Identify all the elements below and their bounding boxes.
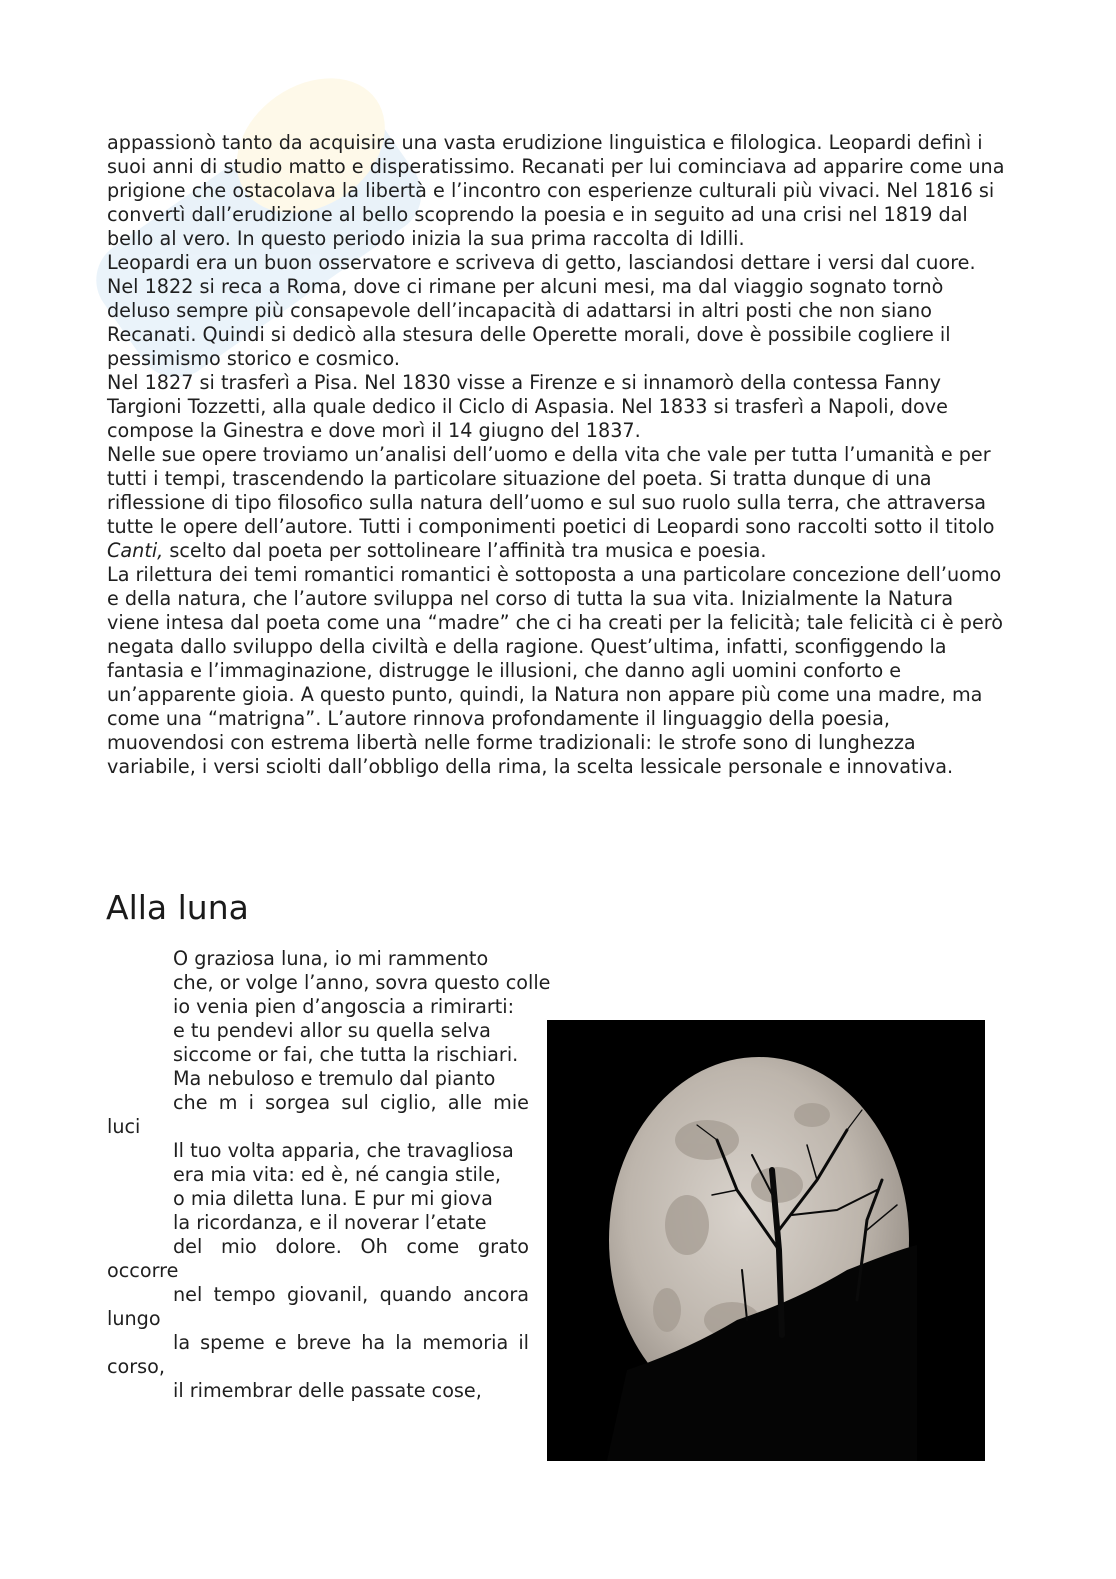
paragraph: Leopardi era un buon osservatore e scriveva di getto, lasciandosi dettare i versi dal cuore. <box>107 251 976 274</box>
poem-line: la speme e breve ha la memoria il corso, <box>107 1331 529 1378</box>
canti-title: Canti, <box>107 539 164 562</box>
poem-line: il rimembrar delle passate cose, <box>173 1379 482 1402</box>
poem-line: O graziosa luna, io mi rammento <box>173 947 489 970</box>
poem-line: siccome or fai, che tutta la rischiari. <box>173 1043 519 1066</box>
poem-line: era mia vita: ed è, né cangia stile, <box>173 1163 502 1186</box>
paragraph-opere: Nelle sue opere troviamo un’analisi dell’uomo e della vita che vale per tutta l’umanità e per tutti i tempi, trascendendo la particolare situazione del poeta. Si tratta dunque di una riflessione di tipo filosofico sulla natura dell’uomo e sul suo ruolo sulla terra, che attraversa tutte le opere dell’autore. Tutti i componimenti poetici di Leopardi sono raccolti sotto il titolo Canti, scelto dal poeta per sottolineare l’affinità tra musica e poesia. <box>107 443 995 562</box>
biography-text <box>107 131 1007 779</box>
paragraph: appassionò tanto da acquisire una vasta erudizione linguistica e filologica. Leopardi definì i suoi anni di studio matto e disperatissimo. Recanati per lui cominciava ad apparire come una prigione che ostacolava la libertà e l’incontro con esperienze culturali più vivaci. Nel 1816 si convertì dall’erudizione al bello scoprendo la poesia e in seguito ad una crisi nel 1819 dal bello al vero. In questo periodo inizia la sua prima raccolta di Idilli. <box>107 131 1005 250</box>
moon-photo <box>547 1020 985 1461</box>
poem-line: nel tempo giovanil, quando ancora lungo <box>107 1283 529 1330</box>
poem-line: Il tuo volta apparia, che travagliosa <box>173 1139 514 1162</box>
paragraph-natura: La rilettura dei temi romantici romantici è sottoposta a una particolare concezione dell’uomo e della natura, che l’autore sviluppa nel corso di tutta la sua vita. Inizialmente la Natura viene intesa dal poeta come una “madre” che ci ha creati per la felicità; tale felicità ci è però negata dallo sviluppo della civiltà e della ragione. Quest’ultima, infatti, sconfiggendo la fantasia e l’immaginazione, distrugge le illusioni, che danno agli uomini conforto e un’apparente gioia. A questo punto, quindi, la Natura non appare più come una madre, ma come una “matrigna”. L’autore rinnova profondamente il linguaggio della poesia, muovendosi con estrema libertà nelle forme tradizionali: le strofe sono di lunghezza variabile, i versi sciolti dall’obbligo della rima, la scelta lessicale personale e innovativa. <box>107 563 1003 778</box>
poem-title: Alla luna <box>106 888 249 927</box>
poem-line: del mio dolore. Oh come grato occorre <box>107 1235 529 1282</box>
paragraph: Nel 1822 si reca a Roma, dove ci rimane per alcuni mesi, ma dal viaggio sognato tornò deluso sempre più consapevole dell’incapacità di adattarsi in altri posti che non siano Recanati. Quindi si dedicò alla stesura delle Operette morali, dove è possibile cogliere il pessimismo storico e cosmico. <box>107 275 951 370</box>
poem-line: o mia diletta luna. E pur mi giova <box>173 1187 493 1210</box>
poem-line: la ricordanza, e il noverar l’etate <box>173 1211 487 1234</box>
poem-line: io venia pien d’angoscia a rimirarti: <box>173 995 515 1018</box>
poem-alla-luna <box>107 947 551 1403</box>
paragraph: Nel 1827 si trasferì a Pisa. Nel 1830 visse a Firenze e si innamorò della contessa Fanny Targioni Tozzetti, alla quale dedico il Ciclo di Aspasia. Nel 1833 si trasferì a Napoli, dove compose la Ginestra e dove morì il 14 giugno del 1837. <box>107 371 948 442</box>
poem-line: e tu pendevi allor su quella selva <box>173 1019 491 1042</box>
poem-line: che, or volge l’anno, sovra questo colle <box>173 971 551 994</box>
poem-line: Ma nebuloso e tremulo dal pianto <box>173 1067 496 1090</box>
poem-line: che m i sorgea sul ciglio, alle mie luci <box>107 1091 529 1138</box>
